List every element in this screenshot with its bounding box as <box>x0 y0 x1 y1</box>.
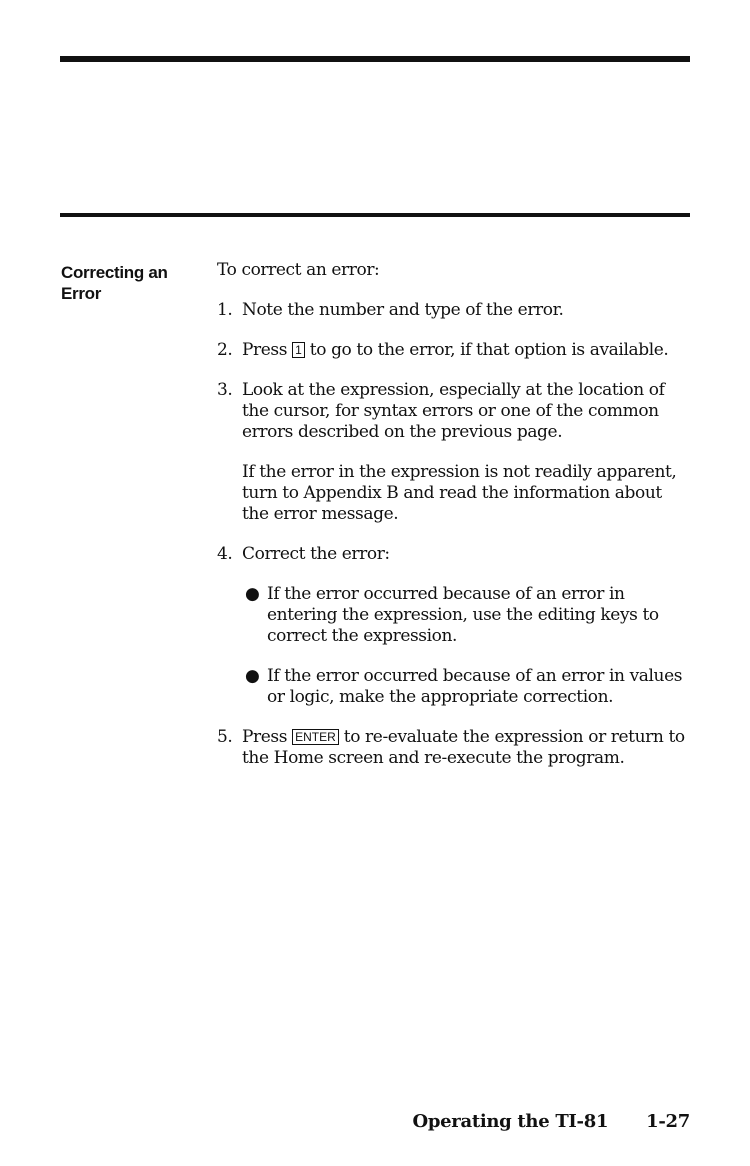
key-1-icon: 1 <box>292 342 305 358</box>
bullet-text: If the error occurred because of an error in entering the expression, use the editing keys to correct the expression. <box>267 584 659 646</box>
step-4 <box>217 544 687 708</box>
step-text: Correct the error: <box>242 544 390 564</box>
page-footer <box>412 1111 690 1132</box>
top-rule <box>60 56 690 62</box>
step-text-after: to re-evaluate the expression or return to the Home screen and re-execute the program. <box>242 727 685 768</box>
step-text-after: to go to the error, if that option is available. <box>309 340 669 360</box>
page-number: 1-27 <box>646 1111 690 1132</box>
step-number: 1. <box>217 300 233 320</box>
intro-text: To correct an error: <box>217 260 380 280</box>
bullet-item <box>242 666 687 708</box>
bullet-icon: ● <box>245 666 260 686</box>
footer-title: Operating the TI-81 <box>412 1111 609 1132</box>
enter-key-icon: ENTER <box>292 729 339 745</box>
step-number: 5. <box>217 727 233 747</box>
bullet-icon: ● <box>245 584 260 604</box>
step-note: If the error in the expression is not readily apparent, turn to Appendix B and read the information about the error message. <box>242 462 677 524</box>
step-2 <box>217 340 687 361</box>
steps-list <box>217 300 687 769</box>
step-text: Look at the expression, especially at the location of the cursor, for syntax errors or one of the common errors described on the previous page. <box>242 380 665 442</box>
step-text-before: Press <box>242 340 288 360</box>
bullet-item <box>242 584 687 647</box>
bullet-list <box>242 584 687 708</box>
bullet-text: If the error occurred because of an error in values or logic, make the appropriate correction. <box>267 666 683 707</box>
step-5 <box>217 727 687 769</box>
section-heading: Correcting an Error <box>61 263 168 303</box>
step-3 <box>217 380 687 525</box>
step-text-before: Press <box>242 727 288 747</box>
step-1 <box>217 300 687 321</box>
step-number: 4. <box>217 544 233 564</box>
step-number: 3. <box>217 380 233 400</box>
step-text: Note the number and type of the error. <box>242 300 564 320</box>
section-body <box>217 260 687 788</box>
section-rule <box>60 213 690 217</box>
step-number: 2. <box>217 340 233 360</box>
